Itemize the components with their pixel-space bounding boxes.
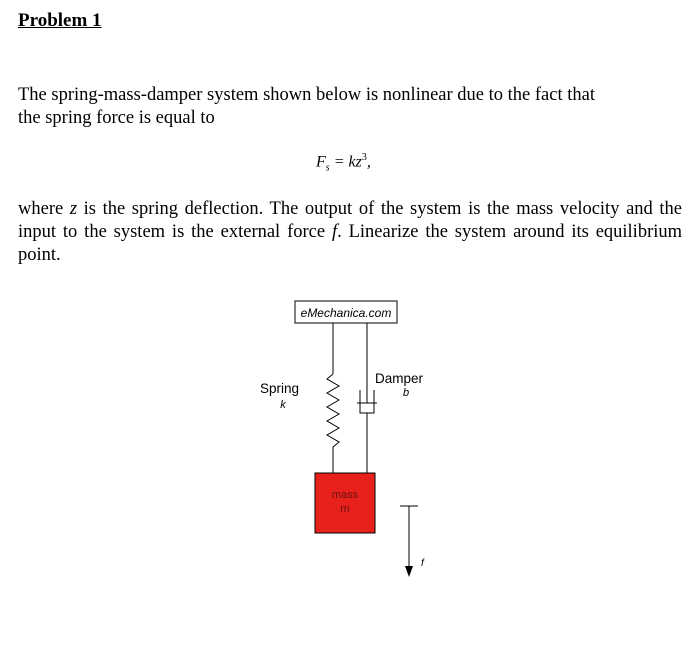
task-var-f: f [331, 222, 338, 242]
formula-lhs: F [316, 153, 326, 171]
spring-coil [327, 374, 339, 447]
spring-symbol: k [280, 399, 286, 411]
damper-symbol: b [402, 387, 410, 399]
spring-label: Spring [260, 381, 300, 396]
spring-mass-damper-figure [240, 290, 450, 585]
problem-heading: Problem 1 [18, 10, 102, 31]
formula-comma: , [366, 153, 371, 171]
task-text-3: . Linearize the system around its equilibrium point. [18, 222, 683, 265]
intro-paragraph [18, 84, 682, 130]
damper-label: Damper [375, 371, 424, 386]
formula-exponent: 3 [361, 152, 367, 163]
task-text-2: is the spring deflection. The output of the system is the mass velocity and the input to the system is the external force [18, 199, 682, 242]
task-paragraph [18, 198, 682, 267]
formula-rhs: = kz [329, 153, 362, 171]
formula-lhs-sub: s [325, 162, 330, 174]
force-arrow-head [405, 566, 413, 577]
task-text-1: where [18, 199, 70, 219]
mass-label: mass [331, 489, 359, 501]
intro-line-2: the spring force is equal to [18, 108, 215, 128]
task-var-z: z [69, 199, 78, 219]
intro-line-1: The spring-mass-damper system shown below is nonlinear due to the fact that [18, 85, 595, 105]
task-text [18, 198, 682, 267]
logo-text: eMechanica.com [300, 306, 392, 320]
spring-force-formula [316, 152, 371, 174]
mass-symbol: m [340, 503, 350, 515]
force-symbol: f [421, 558, 424, 569]
